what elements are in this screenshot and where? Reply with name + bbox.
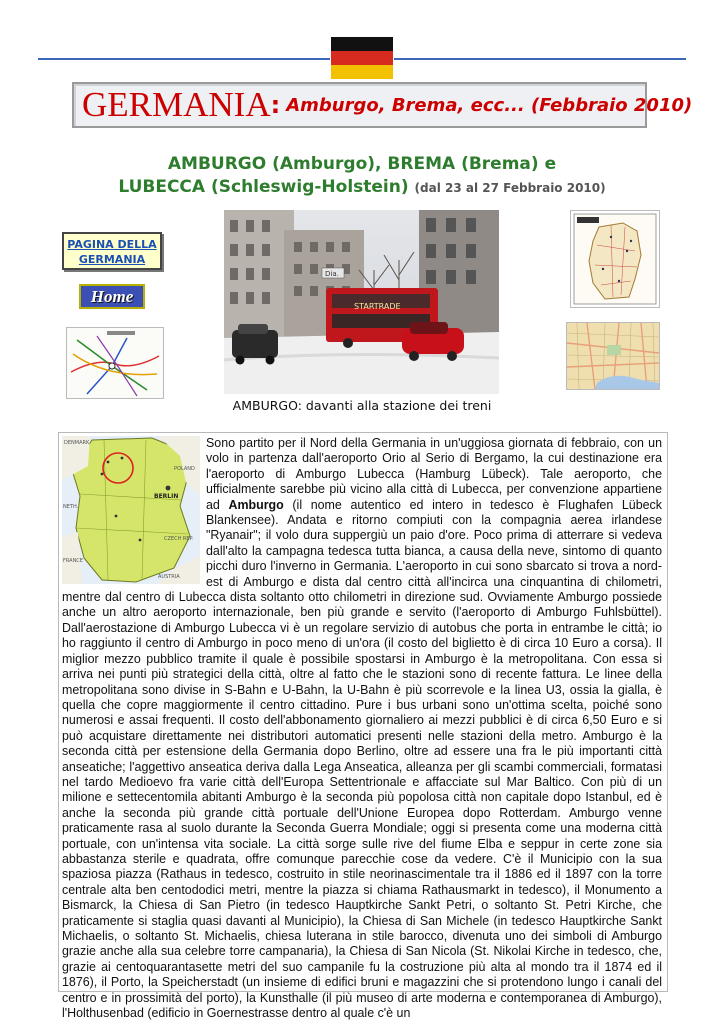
germany-page-link-line1: PAGINA DELLA (67, 238, 157, 251)
trip-dates: (dal 23 al 27 Febbraio 2010) (414, 181, 606, 195)
germany-political-map-image (571, 211, 659, 307)
hamburg-station-photo[interactable] (224, 210, 499, 394)
map-label-czech: CZECH REP. (164, 536, 194, 542)
header-rule-right (394, 58, 686, 60)
page-title-colon: : (270, 91, 281, 119)
map-label-france: FRANCE (63, 558, 83, 564)
bus-text: STARTRADE (354, 302, 401, 311)
article-bold-amburgo: Amburgo (228, 497, 284, 512)
page-title-box (72, 82, 693, 128)
map-label-austria: AUSTRIA (158, 574, 180, 580)
map-label-denmark: DENMARK (64, 440, 90, 446)
photo-caption: AMBURGO: davanti alla stazione dei treni (232, 398, 492, 413)
article-paragraph-part2: (il nome autentico ed intero in tedesco è Flughafen Lübeck Blankensee). Andata e ritorno compiuti con la compagnia aerea irlandese "Ryanair"; il volo dura suppergiù un paio d'ore. Poco prima di atterrare si vedeva dall'alto la campagna tedesca tutta bianca, a causa della neve, sintomo di quanto picchi duro l'inverno in Germania. L'aeroporto in cui sono sbarcato si trova a nord-est di Amburgo e dista dal centro città all'incirca una cinquantina di chilometri, mentre dal centro di Lubecca dista soltanto otto chilometri in direzione sud. Ovviamente Amburgo possiede anche un altro aeroporto internazionale, ben più grande e servito (l'aeroporto di Amburgo Fuhlsbüttel). Dall'aerostazione di Amburgo Lubecca vi è un regolare servizio di autobus che porta in entrambe le città; io ho raggiunto il centro di Amburgo in poco meno di un'ora (il costo del biglietto è di circa 10 Euro a corsa). Il miglior mezzo pubblico tramite il quale è possibile spostarsi in Amburgo è la metropolitana. Con essa si arriva nei punti più strategici della città, oltre al fatto che le stazioni sono di recente fattura. Le linee della metropolitana sono divise in S-Bahn e U-Bahn, la U-Bahn è più scorrevole e la linea U3, ossia la gialla, è quella che copre maggiormente il centro cittadino. Pure i bus urbani sono un'ottima scelta, poiché sono numerosi e assai frequenti. Il costo dell'abbonamento giornaliero ai mezzi pubblici è di circa 6,50 Euro e si può acquistare direttamente nei distributori automatici presenti nelle stazioni della metro. Amburgo è la seconda città per estensione della Germania dopo Berlino, oltre ad essere una fra le più importanti città anseatiche; l'aggettivo anseatica deriva dalla Lega Anseatica, alleanza per gli scambi commerciali, formatasi nel tardo Medioevo fra varie città dell'Europa Settentrionale e affacciate sul Mar Baltico. Con più di un milione e settecentomila abitanti Amburgo è la seconda più popolosa città non capitale dopo Istanbul, ed è anche la seconda più grande città portuale dell'Unione Europea dopo Rotterdam. Amburgo venne praticamente rasa al suolo durante la Seconda Guerra Mondiale; oggi si presenta come una moderna città portuale, con un'intensa vita sociale. La città sorge sulle rive del fiume Elba e seppur in certe zone sia abbastanza sterile e quadrata, offre comunque parecchie cose da vedere. C'è il Municipio con la sua spaziosa piazza (Rathaus in tedesco, costruito in stile neorinascimentale tra il 1886 ed il 1897 con la torre centrale alta ben centododici metri, mentre la piazza si chiama Rathausmarkt in tedesco), il Monumento a Bismarck, la Chiesa di San Pietro (in tedesco Hauptkirche Sankt Petri, o soltanto St. Petri Kirche, che praticamente si staglia quasi davanti al Municipio), la Chiesa di San Michele (in tedesco Hauptkirche Sankt Michaelis, o soltanto St. Michaelis, chiesa luterana in stile barocco, divenuta uno dei simboli di Amburgo grazie anche alla sua celebre torre campanaria), la Chiesa di San Nicola (St. Nikolai Kirche in tedesco, che, grazie ai centoquarantasette metri del suo campanile fu la costruzione più alta al mondo tra il 1874 ed il 1876), il Porto, la Speicherstadt (un insieme di edifici bruni e magazzini che si protendono lungo i canali del centro e in prossimità del porto), la Kunsthalle (il più museo di arte moderna e contemporanea di Amburgo), l'Holthusenbad (edificio in Goernestrasse dentro al quale c'è un (62, 497, 662, 1021)
metro-map-image (67, 328, 163, 398)
article-paragraph-part1: Sono partito per il Nord della Germania in un'uggiosa giornata di febbraio, con un volo in partenza dall'aeroporto Orio al Serio di Bergamo, la cui destinazione era l'aeroporto di Amburgo Lubecca (Hamburg Lübeck). Tale aeroporto, che ufficialmente sarebbe più vicino alla città di Lubecca, per convenzione appartiene ad (206, 436, 662, 512)
germany-political-map-thumbnail[interactable] (570, 210, 660, 308)
photo-sign: Dia. (325, 270, 339, 278)
map-label-netherlands: NETH. (63, 504, 79, 510)
map-label-berlin: BERLIN (154, 493, 179, 500)
trip-heading-line1: AMBURGO (Amburgo), BREMA (Brema) e (167, 154, 557, 174)
germany-flag-icon (331, 37, 393, 79)
north-germany-map-image (62, 436, 200, 584)
germany-page-link-line2: GERMANIA (78, 253, 146, 266)
germany-page-link[interactable] (62, 232, 162, 270)
hamburg-city-map-thumbnail[interactable] (566, 322, 660, 390)
hamburg-city-map-image (567, 323, 659, 389)
trip-heading (0, 153, 724, 200)
trip-heading-line2-wrap (0, 176, 724, 200)
page-title: GERMANIA (82, 85, 271, 124)
trip-heading-line2: LUBECCA (Schleswig-Holstein) (118, 177, 409, 197)
header-rule-left (38, 58, 330, 60)
map-label-poland: POLAND (174, 466, 195, 472)
page-title-subtitle: Amburgo, Brema, ecc... (Febbraio 2010) (286, 94, 693, 116)
metro-map-thumbnail[interactable] (66, 327, 164, 399)
article-body (62, 436, 662, 1021)
hamburg-station-image (224, 210, 499, 394)
north-germany-map[interactable] (62, 436, 200, 584)
home-button[interactable]: Home (79, 284, 145, 309)
